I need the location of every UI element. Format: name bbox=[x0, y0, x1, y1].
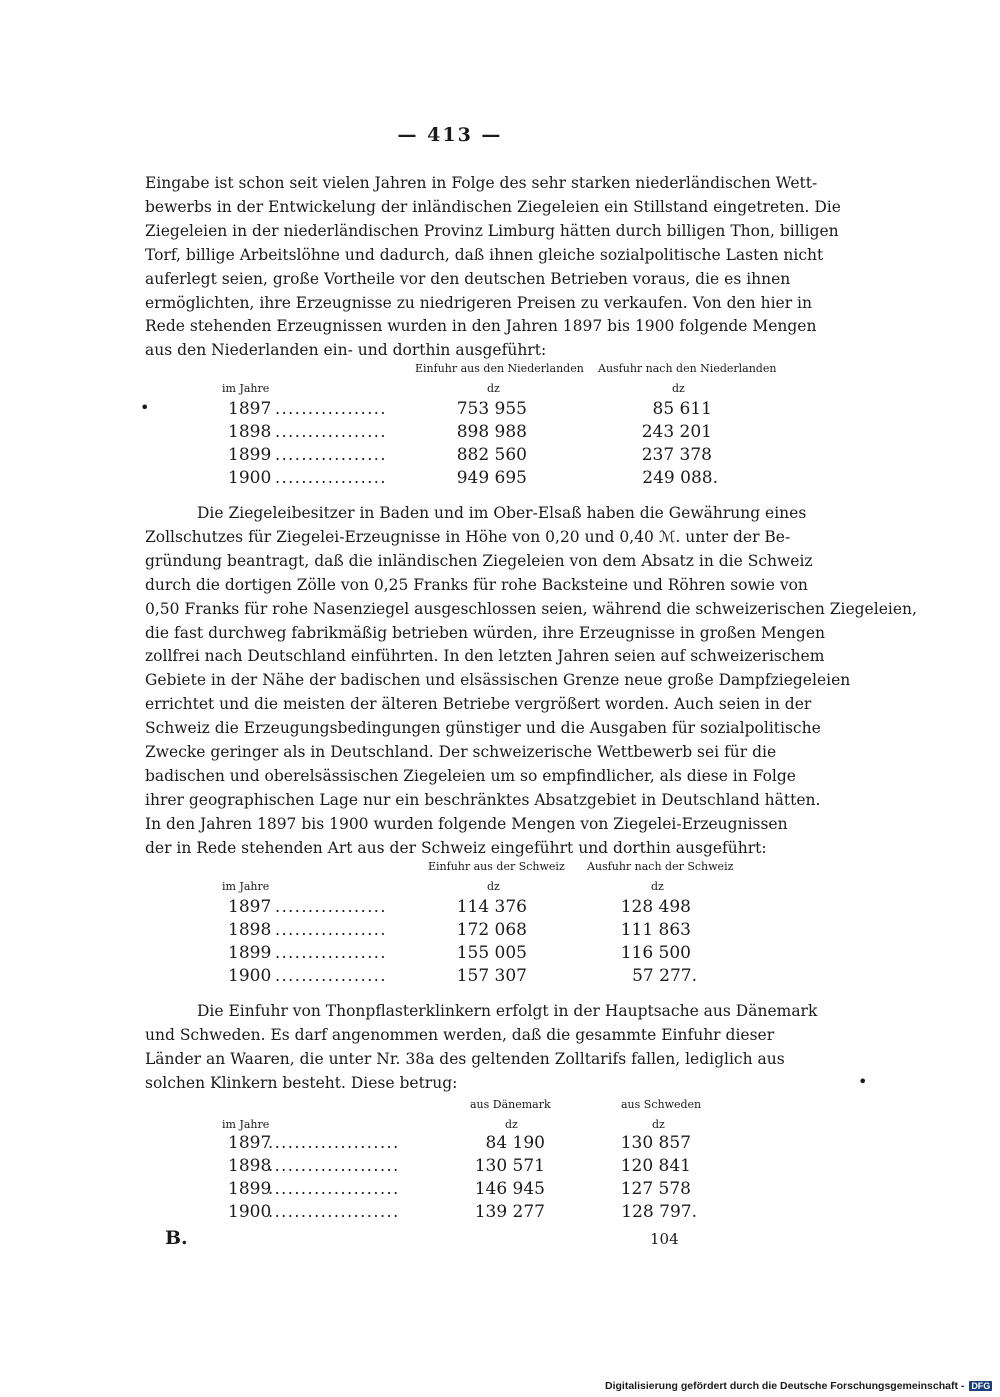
text-line: Schweiz die Erzeugungsbedingungen günstiger und die Ausgaben für sozialpolitische bbox=[145, 719, 821, 738]
leader-dots: .................... bbox=[268, 1133, 400, 1152]
print-mark: • bbox=[858, 1072, 868, 1091]
table-cell: 114 376 bbox=[456, 897, 527, 917]
table-cell: 949 695 bbox=[456, 468, 527, 488]
text-line: Rede stehenden Erzeugnissen wurden in den Jahren 1897 bis 1900 folgende Mengen bbox=[145, 317, 817, 336]
text-line: errichtet und die meisten der älteren Betriebe vergrößert worden. Auch seien in der bbox=[145, 695, 812, 714]
text-line: die fast durchweg fabrikmäßig betrieben würden, ihre Erzeugnisse in großen Mengen bbox=[145, 623, 825, 642]
column-header: aus Schweden bbox=[621, 1098, 702, 1111]
table-row-year: 1899 bbox=[228, 1179, 272, 1199]
table-row-year: 1900 bbox=[228, 468, 272, 488]
leader-dots: ................. bbox=[275, 399, 387, 418]
column-header: aus Dänemark bbox=[470, 1098, 551, 1111]
text-line: solchen Klinkern besteht. Diese betrug: bbox=[145, 1073, 458, 1092]
text-line: Torf, billige Arbeitslöhne und dadurch, daß ihnen gleiche sozialpolitische Lasten nicht bbox=[145, 245, 824, 264]
leader-dots: ................. bbox=[275, 943, 387, 962]
paragraph-3 bbox=[145, 1000, 818, 1096]
table-cell: 85 611 bbox=[652, 399, 712, 419]
table-cell: 882 560 bbox=[456, 445, 527, 465]
table-row-year: 1898 bbox=[228, 422, 272, 442]
table-cell: 146 945 bbox=[474, 1179, 545, 1199]
leader-dots: ................. bbox=[275, 422, 387, 441]
leader-dots: ................. bbox=[275, 445, 387, 464]
text-line: Zollschutzes für Ziegelei-Erzeugnisse in Höhe von 0,20 und 0,40 ℳ. unter der Be- bbox=[145, 527, 791, 546]
table-cell: 898 988 bbox=[456, 422, 527, 442]
signature-mark: B. bbox=[165, 1227, 188, 1249]
table-row-year: 1899 bbox=[228, 943, 272, 963]
table-cell: 157 307 bbox=[456, 966, 527, 986]
table-cell: 111 863 bbox=[620, 920, 691, 940]
table-cell: 128 797. bbox=[621, 1202, 697, 1222]
table-row-year: 1898 bbox=[228, 1156, 272, 1176]
dfg-logo: DFG bbox=[971, 1381, 991, 1391]
unit-label: dz bbox=[672, 382, 685, 395]
text-line: ihrer geographischen Lage nur ein beschränktes Absatzgebiet in Deutschland hätten. bbox=[145, 790, 821, 809]
text-line: Zwecke geringer als in Deutschland. Der schweizerische Wettbewerb sei für die bbox=[145, 743, 777, 762]
unit-label: dz bbox=[505, 1118, 518, 1131]
text-line: Die Ziegeleibesitzer in Baden und im Ober-Elsaß haben die Gewährung eines bbox=[197, 504, 807, 522]
table-cell: 84 190 bbox=[485, 1133, 545, 1153]
table-cell: 130 571 bbox=[474, 1156, 545, 1176]
print-mark: • bbox=[140, 398, 150, 417]
table-row-year: 1900 bbox=[228, 966, 272, 986]
text-line: ermöglichten, ihre Erzeugnisse zu niedrigeren Preisen zu verkaufen. Von den hier in bbox=[145, 293, 812, 312]
table-cell: 237 378 bbox=[641, 445, 712, 465]
paragraph-2 bbox=[145, 502, 917, 861]
table-cell: 172 068 bbox=[456, 920, 527, 940]
text-line: Ziegeleien in der niederländischen Provinz Limburg hätten durch billigen Thon, billigen bbox=[145, 221, 839, 240]
table-row-year: 1897 bbox=[228, 897, 272, 917]
text-line: und Schweden. Es darf angenommen werden, daß die gesammte Einfuhr dieser bbox=[145, 1025, 775, 1044]
column-header: Einfuhr aus der Schweiz bbox=[428, 860, 565, 873]
year-header: im Jahre bbox=[222, 1118, 270, 1131]
sheet-number: 104 bbox=[650, 1230, 679, 1248]
text-line: In den Jahren 1897 bis 1900 wurden folgende Mengen von Ziegelei-Erzeugnissen bbox=[145, 814, 788, 833]
leader-dots: ................. bbox=[275, 920, 387, 939]
table-cell: 116 500 bbox=[620, 943, 691, 963]
table-row-year: 1897 bbox=[228, 399, 272, 419]
table-cell: 139 277 bbox=[474, 1202, 545, 1222]
footer-text: Digitalisierung gefördert durch die Deutsche Forschungsgemeinschaft - bbox=[605, 1380, 965, 1392]
unit-label: dz bbox=[487, 880, 500, 893]
text-line: badischen und oberelsässischen Ziegeleien um so empfindlicher, als diese in Folge bbox=[145, 766, 796, 785]
table-row-year: 1898 bbox=[228, 920, 272, 940]
table-cell: 155 005 bbox=[456, 943, 527, 963]
unit-label: dz bbox=[652, 1118, 665, 1131]
column-header: Einfuhr aus den Niederlanden bbox=[415, 362, 584, 375]
unit-label: dz bbox=[487, 382, 500, 395]
year-header: im Jahre bbox=[222, 382, 270, 395]
table-cell: 57 277. bbox=[632, 966, 697, 986]
text-line: bewerbs in der Entwickelung der inländischen Ziegeleien ein Stillstand eingetreten. Die bbox=[145, 197, 841, 216]
text-line: aus den Niederlanden ein- und dorthin ausgeführt: bbox=[145, 341, 547, 360]
table-row-year: 1897 bbox=[228, 1133, 272, 1153]
year-header: im Jahre bbox=[222, 880, 270, 893]
table-row-year: 1900 bbox=[228, 1202, 272, 1222]
leader-dots: ................. bbox=[275, 966, 387, 985]
leader-dots: .................... bbox=[268, 1202, 400, 1221]
text-line: Eingabe ist schon seit vielen Jahren in Folge des sehr starken niederländischen Wett- bbox=[145, 174, 818, 192]
text-line: Gebiete in der Nähe der badischen und elsässischen Grenze neue große Dampfziegeleien bbox=[145, 671, 851, 690]
text-line: gründung beantragt, daß die inländischen Ziegeleien von dem Absatz in die Schweiz bbox=[145, 551, 813, 570]
text-line: auferlegt seien, große Vortheile vor den deutschen Betrieben voraus, die es ihnen bbox=[145, 269, 791, 288]
table-cell: 753 955 bbox=[456, 399, 527, 419]
digitization-footer bbox=[605, 1380, 992, 1392]
leader-dots: ................. bbox=[275, 897, 387, 916]
leader-dots: .................... bbox=[268, 1156, 400, 1175]
column-header: Ausfuhr nach den Niederlanden bbox=[598, 362, 777, 375]
leader-dots: ................. bbox=[275, 468, 387, 487]
text-line: Länder an Waaren, die unter Nr. 38a des geltenden Zolltarifs fallen, lediglich aus bbox=[145, 1049, 785, 1068]
table-cell: 120 841 bbox=[620, 1156, 691, 1176]
table-cell: 249 088. bbox=[642, 468, 718, 488]
text-line: durch die dortigen Zölle von 0,25 Franks für rohe Backsteine und Röhren sowie von bbox=[145, 575, 808, 594]
leader-dots: .................... bbox=[268, 1179, 400, 1198]
column-header: Ausfuhr nach der Schweiz bbox=[587, 860, 734, 873]
unit-label: dz bbox=[651, 880, 664, 893]
table-row-year: 1899 bbox=[228, 445, 272, 465]
table-cell: 243 201 bbox=[641, 422, 712, 442]
text-line: 0,50 Franks für rohe Nasenziegel ausgeschlossen seien, während die schweizerischen Ziegeleien, bbox=[145, 599, 917, 618]
table-cell: 127 578 bbox=[620, 1179, 691, 1199]
text-line: Die Einfuhr von Thonpflasterklinkern erfolgt in der Hauptsache aus Dänemark bbox=[197, 1002, 818, 1020]
text-line: der in Rede stehenden Art aus der Schweiz eingeführt und dorthin ausgeführt: bbox=[145, 838, 767, 857]
text-line: zollfrei nach Deutschland einführten. In den letzten Jahren seien auf schweizerischem bbox=[145, 647, 825, 666]
page-number: — 413 — bbox=[397, 124, 503, 146]
table-cell: 128 498 bbox=[620, 897, 691, 917]
table-cell: 130 857 bbox=[620, 1133, 691, 1153]
paragraph-1 bbox=[145, 172, 841, 363]
